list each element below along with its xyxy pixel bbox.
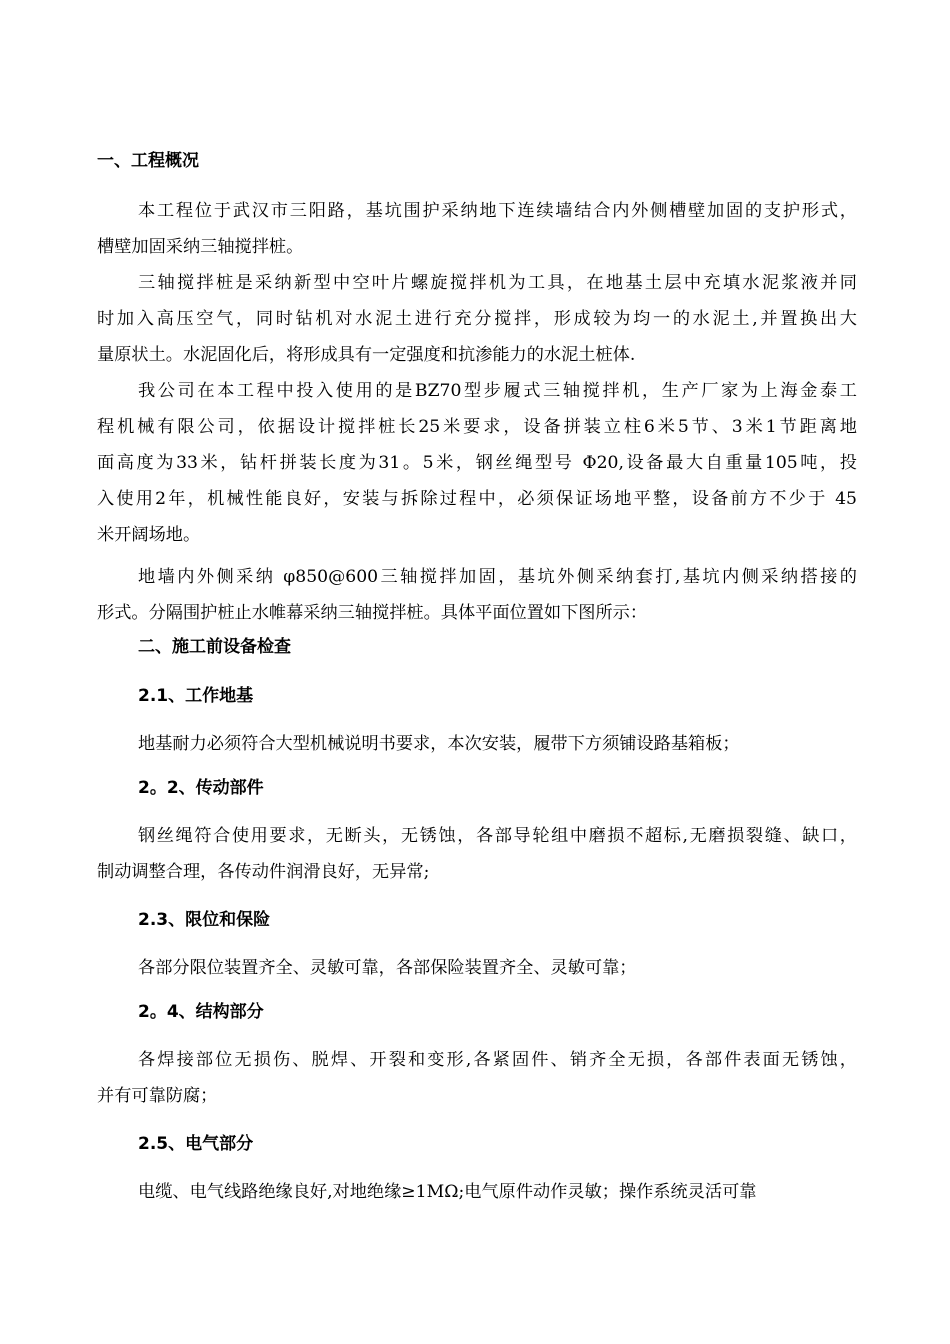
subsection-2-1-heading: 2.1、工作地基: [138, 686, 254, 706]
subsection-2-2-text: [97, 818, 857, 890]
section-1-paragraph-4: [97, 559, 857, 631]
subsection-2-5-heading: 2.5、电气部分: [138, 1134, 254, 1154]
section-2-heading: 二、施工前设备检查: [138, 637, 291, 657]
text-line: 面高度为33米，钻杆拼装长度为31。5米，钢丝绳型号 Φ20,设备最大自重量105吨，投: [97, 453, 857, 473]
text-line: 程机械有限公司，依据设计搅拌桩长25米要求，设备拼装立柱6米5节、3米1节距离地: [97, 417, 857, 437]
subsection-2-3-heading: 2.3、限位和保险: [138, 910, 271, 930]
text-line: 我公司在本工程中投入使用的是BZ70型步履式三轴搅拌机，生产厂家为上海金泰工: [138, 381, 857, 401]
text-line: 形式。分隔围护桩止水帷幕采纳三轴搅拌桩。具体平面位置如下图所示：: [97, 603, 648, 623]
text-line: 地基耐力必须符合大型机械说明书要求，本次安装，履带下方须铺设路基箱板；: [138, 734, 740, 754]
section-1-heading: 一、工程概况: [97, 151, 199, 171]
text-line: 制动调整合理，各传动件润滑良好，无异常;: [97, 862, 430, 882]
text-line: 本工程位于武汉市三阳路，基坑围护采纳地下连续墙结合内外侧槽壁加固的支护形式，: [138, 201, 857, 221]
subsection-2-1-text: [97, 726, 857, 762]
section-1-paragraph-2: [97, 265, 857, 373]
text-line: 电缆、电气线路绝缘良好,对地绝缘≥1MΩ;电气原件动作灵敏；操作系统灵活可靠: [138, 1182, 757, 1202]
subsection-2-2-heading: 2。2、传动部件: [138, 778, 264, 798]
text-line: 各部分限位装置齐全、灵敏可靠，各部保险装置齐全、灵敏可靠；: [138, 958, 637, 978]
subsection-2-5-text: [97, 1174, 857, 1210]
text-line: 三轴搅拌桩是采纳新型中空叶片螺旋搅拌机为工具，在地基土层中充填水泥浆液并同: [138, 273, 857, 293]
subsection-2-4-heading: 2。4、结构部分: [138, 1002, 264, 1022]
text-line: 槽壁加固采纳三轴搅拌桩。: [97, 237, 304, 257]
subsection-2-3-text: [97, 950, 857, 986]
section-1-paragraph-1: [97, 193, 857, 265]
text-line: 时加入高压空气，同时钻机对水泥土进行充分搅拌，形成较为均一的水泥土,并置换出大: [97, 309, 857, 329]
text-line: 量原状土。水泥固化后，将形成具有一定强度和抗渗能力的水泥土桩体.: [97, 345, 636, 365]
section-1-paragraph-3: [97, 373, 857, 553]
text-line: 钢丝绳符合使用要求，无断头，无锈蚀，各部导轮组中磨损不超标,无磨损裂缝、缺口，: [138, 826, 857, 846]
subsection-2-4-text: [97, 1042, 857, 1114]
text-line: 地墙内外侧采纳 φ850@600三轴搅拌加固，基坑外侧采纳套打,基坑内侧采纳搭接的: [138, 567, 857, 587]
text-line: 并有可靠防腐；: [97, 1086, 218, 1106]
text-line: 米开阔场地。: [97, 525, 201, 545]
text-line: 入使用2年，机械性能良好，安装与拆除过程中，必须保证场地平整，设备前方不少于 45: [97, 489, 857, 509]
text-line: 各焊接部位无损伤、脱焊、开裂和变形,各紧固件、销齐全无损，各部件表面无锈蚀，: [138, 1050, 857, 1070]
